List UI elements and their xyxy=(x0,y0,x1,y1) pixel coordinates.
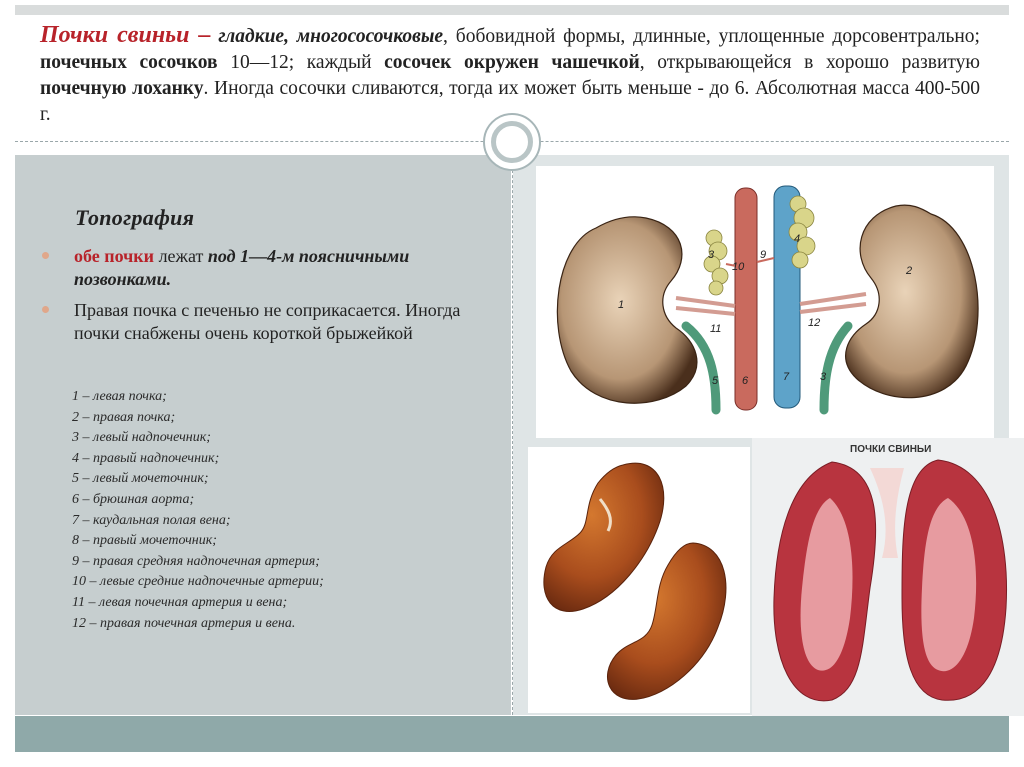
kidney-anatomy-diagram xyxy=(536,166,994,438)
bullet-dot-icon xyxy=(42,306,49,313)
intro-t6: , открывающейся в хорошо развитую xyxy=(639,52,980,73)
bullet-item-2 xyxy=(48,299,488,345)
bullet2-text: Правая почка с печенью не соприкасается. Иногда почки снабжены очень короткой брыжейкой xyxy=(74,300,461,343)
topography-bullets xyxy=(48,245,488,353)
anatomy-svg xyxy=(536,166,994,438)
diagram-label-10: 10 xyxy=(732,261,745,273)
legend-item: 10 – левые средние надпочечные артерии; xyxy=(72,574,324,590)
cut-kidney-photo xyxy=(752,438,1024,716)
intro-title: Почки свиньи – xyxy=(40,22,211,48)
intro-t5: сосочек окружен чашечкой xyxy=(384,52,640,73)
legend-item: 7 – каудальная полая вена; xyxy=(72,512,231,528)
diagram-label-11: 11 xyxy=(710,323,722,335)
legend-item: 1 – левая почка; xyxy=(72,389,167,404)
diagram-label-2: 2 xyxy=(906,265,913,277)
legend-item: 6 – брюшная аорта; xyxy=(72,491,195,507)
right-ureter xyxy=(824,326,848,410)
cut-photo-caption: ПОЧКИ СВИНЬИ xyxy=(850,444,932,455)
diagram-label-7: 7 xyxy=(783,371,790,383)
legend-item: 9 – правая средняя надпочечная артерия; xyxy=(72,553,320,569)
diagram-label-5: 5 xyxy=(712,375,719,387)
top-strip xyxy=(15,5,1009,15)
intro-t2: , бобовидной формы, длинные, уплощенные дорсовентрально; xyxy=(443,26,980,47)
intro-t1: гладкие, многососочковые xyxy=(210,26,444,47)
bullet-dot-icon xyxy=(42,252,49,259)
intro-t8: . Иногда сосочки сливаются, тогда их может быть меньше - до 6. Абсолютная масса 400-500 г. xyxy=(40,78,980,125)
diagram-label-6: 6 xyxy=(742,375,749,387)
bullet-item-1 xyxy=(48,245,488,291)
cut-kidney-svg xyxy=(752,438,1024,716)
right-kidney xyxy=(846,205,978,398)
whole-kidneys-svg xyxy=(528,447,750,713)
bullet1-c: под 1—4-м поясничными позвонками. xyxy=(74,246,410,289)
intro-t7: почечную лоханку xyxy=(40,78,204,99)
legend-item: 2 – правая почка; xyxy=(72,409,176,425)
right-renal-vessels xyxy=(800,294,866,312)
left-adrenal xyxy=(704,230,728,295)
diagram-label-4: 4 xyxy=(794,233,801,245)
legend-item: 4 – правый надпочечник; xyxy=(72,450,220,466)
diagram-label-3: 3 xyxy=(708,249,715,261)
bullet1-a: обе почки xyxy=(74,246,155,266)
whole-kidneys-photo xyxy=(528,447,750,713)
topography-title: Топография xyxy=(75,205,195,230)
circle-ornament-icon xyxy=(483,113,541,171)
legend-item: 11 – левая почечная артерия и вена; xyxy=(72,594,288,610)
left-renal-vessels xyxy=(676,298,735,314)
right-adrenal xyxy=(789,196,815,268)
whole-kidney-top xyxy=(544,463,664,611)
legend-item: 5 – левый мочеточник; xyxy=(72,471,209,487)
diagram-label-9: 9 xyxy=(760,249,767,261)
diagram-label-8: 3 xyxy=(820,371,827,383)
diagram-label-12: 12 xyxy=(808,317,821,329)
legend-item: 8 – правый мочеточник; xyxy=(72,533,217,549)
intro-t3: почечных сосочков xyxy=(40,52,218,73)
intro-t4: 10—12; каждый xyxy=(217,52,385,73)
left-kidney xyxy=(557,217,697,403)
diagram-label-1: 1 xyxy=(618,299,625,311)
bottom-bar xyxy=(15,716,1009,752)
diagram-legend xyxy=(72,387,492,634)
bullet1-b: лежат xyxy=(154,246,208,266)
legend-item: 12 – правая почечная артерия и вена. xyxy=(72,615,296,631)
vertical-divider xyxy=(512,155,513,715)
legend-item: 3 – левый надпочечник; xyxy=(72,430,211,446)
